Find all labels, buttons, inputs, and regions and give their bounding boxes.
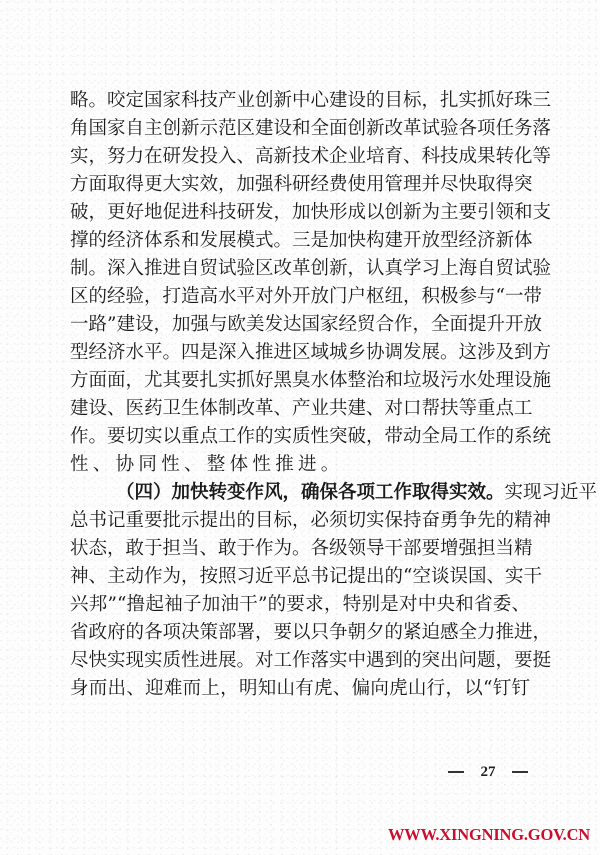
- document-body: [70, 87, 598, 703]
- text-line: 型经济水平。四是深入推进区域城乡协调发展。这涉及到方: [70, 342, 552, 363]
- text-line: 实，努力在研发投入、高新技术企业培育、科技成果转化等: [70, 146, 552, 167]
- text-line: 省政府的各项决策部署，要以只争朝夕的紧迫感全力推进，: [70, 622, 552, 643]
- text-line: 方面取得更大实效，加强科研经费使用管理并尽快取得突: [70, 174, 533, 195]
- section-heading: （四）加快转变作风，确保各项工作取得实效。: [116, 482, 505, 503]
- text-line: 尽快实现实质性进展。对工作落实中遇到的突出问题，要挺: [70, 650, 552, 671]
- text-line: 略。咬定国家科技产业创新中心建设的目标，扎实抓好珠三: [70, 90, 552, 111]
- page-number-value: 27: [480, 763, 496, 780]
- page-number-dash-left: [448, 771, 464, 773]
- text-line: 区的经验，打造高水平对外开放门户枢纽，积极参与“一带: [70, 286, 542, 307]
- text-line: 破，更好地促进科技研发，加快形成以创新为主要引领和支: [70, 202, 552, 223]
- page-number: [448, 761, 528, 783]
- section-heading-line: [70, 479, 598, 507]
- text-line: 角国家自主创新示范区建设和全面创新改革试验各项任务落: [70, 118, 552, 139]
- text-line: 状态，敢于担当、敢于作为。各级领导干部要增强担当精: [70, 538, 533, 559]
- text-line: 撑的经济体系和发展模式。三是加快构建开放型经济新体: [70, 230, 533, 251]
- site-watermark: WWW.XINGNING.GOV.CN: [388, 825, 591, 844]
- text-line: 制。深入推进自贸试验区改革创新，认真学习上海自贸试验: [70, 258, 552, 279]
- text-line: 神、主动作为，按照习近平总书记提出的“空谈误国、实干: [70, 566, 542, 587]
- text-line: 建设、医药卫生体制改革、产业共建、对口帮扶等重点工: [70, 398, 533, 419]
- page-number-dash-right: [512, 771, 528, 773]
- text-line: 方面面，尤其要扎实抓好黑臭水体整治和垃圾污水处理设施: [70, 370, 552, 391]
- text-line: 一路”建设，加强与欧美发达国家经贸合作，全面提升开放: [70, 314, 542, 335]
- text-line: 兴邦”“撸起袖子加油干”的要求，特别是对中央和省委、: [70, 594, 530, 615]
- text-line: 身而出、迎难而上，明知山有虎、偏向虎山行，以“钉钉: [70, 678, 530, 699]
- text-line: 作。要切实以重点工作的实质性突破，带动全局工作的系统: [70, 426, 552, 447]
- section-heading-tail: 实现习近平: [504, 482, 598, 503]
- text-line: 总书记重要批示提出的目标，必须切实保持奋勇争先的精神: [70, 510, 552, 531]
- paragraph-end-line: 性、协同性、整体性推进。: [70, 454, 344, 475]
